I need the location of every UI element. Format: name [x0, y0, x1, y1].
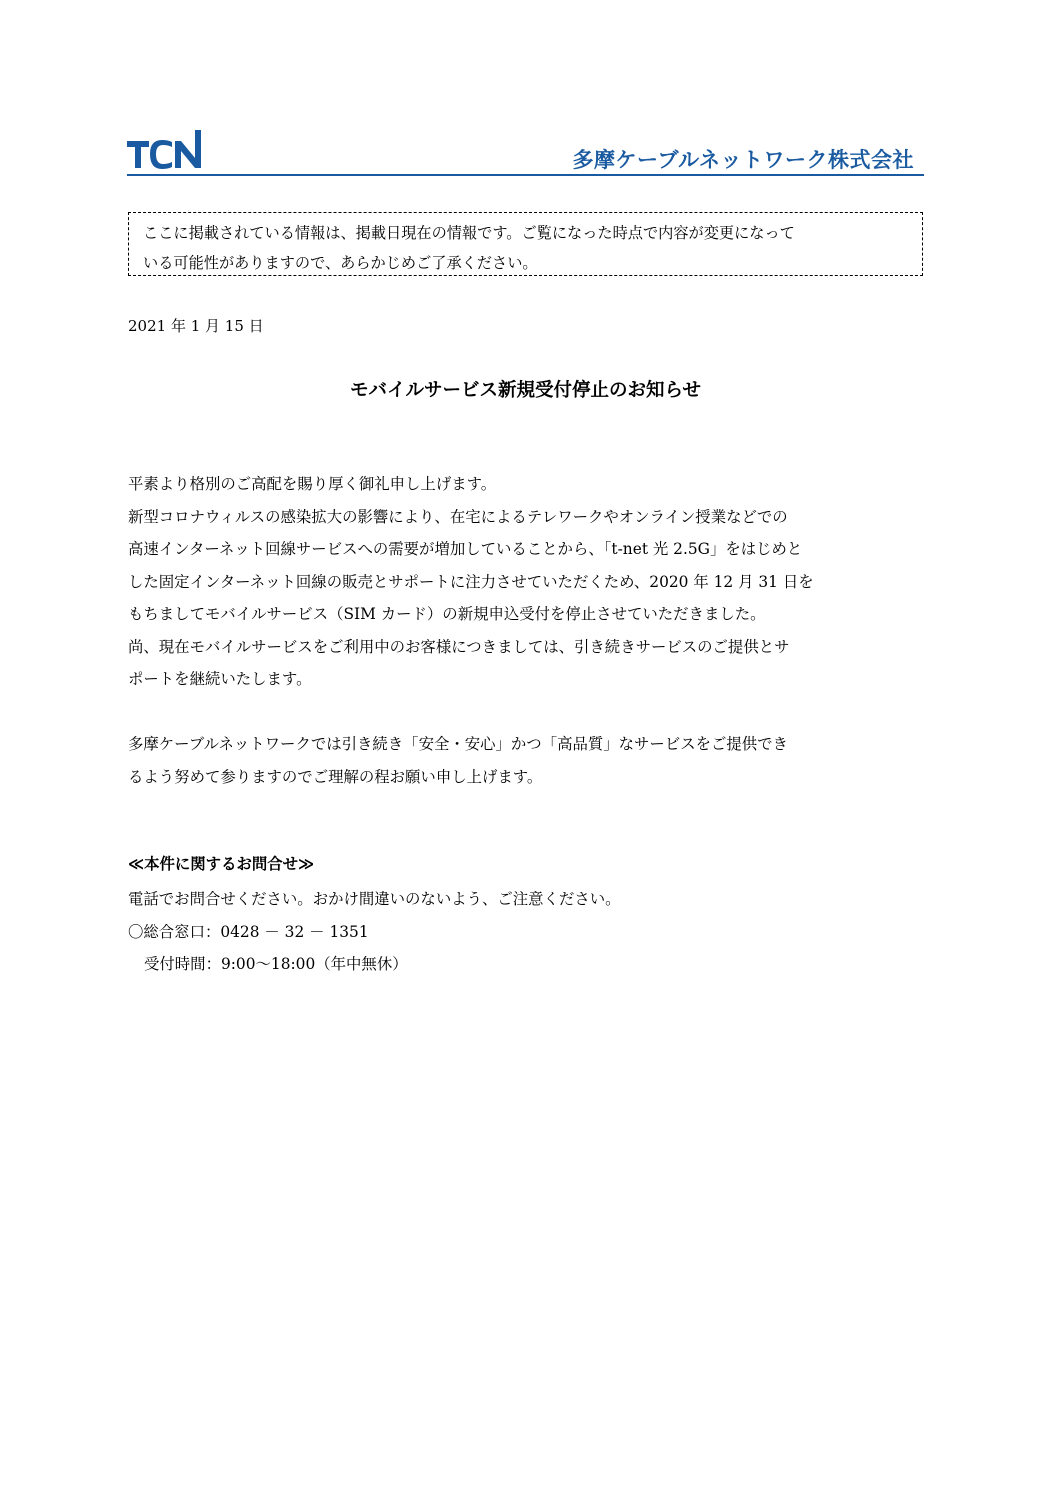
publish-date: 2021 年 1 月 15 日 — [128, 317, 264, 335]
body-line: 新型コロナウィルスの感染拡大の影響により、在宅によるテレワークやオンライン授業などでの — [128, 507, 788, 526]
disclaimer-line: ここに掲載されている情報は、掲載日現在の情報です。ご覧になった時点で内容が変更になって — [143, 224, 795, 242]
body-line: した固定インターネット回線の販売とサポートに注力させていただくため、2020 年 12 月 31 日を — [128, 572, 814, 591]
body-line: ポートを継続いたします。 — [128, 670, 312, 688]
contact-heading: ≪本件に関するお問合せ≫ — [128, 855, 315, 873]
page-title: モバイルサービス新規受付停止のお知らせ — [350, 380, 701, 401]
page-header — [127, 128, 924, 178]
body-line: 尚、現在モバイルサービスをご利用中のお客様につきましては、引き続きサービスのご提供とサ — [128, 637, 790, 656]
closing-paragraph — [128, 728, 928, 793]
contact-note: 電話でお問合せください。おかけ間違いのないよう、ご注意ください。 — [128, 890, 621, 908]
header-divider — [127, 174, 924, 176]
body-line: 平素より格別のご高配を賜り厚く御礼申し上げます。 — [128, 475, 497, 493]
contact-hours: 受付時間：9:00～18:00（年中無休） — [144, 955, 408, 973]
announcement-body — [128, 468, 928, 696]
tcn-logo — [127, 128, 205, 170]
body-line: もちましてモバイルサービス（SIM カード）の新規申込受付を停止させていただきました。 — [128, 605, 766, 623]
disclaimer-line: いる可能性がありますので、あらかじめご了承ください。 — [143, 254, 538, 272]
closing-line: るよう努めて参りますのでご理解の程お願い申し上げます。 — [128, 767, 543, 786]
closing-line: 多摩ケーブルネットワークでは引き続き「安全・安心」かつ「高品質」なサービスをご提供でき — [128, 735, 788, 753]
body-line: 高速インターネット回線サービスへの需要が増加していることから、「t-net 光 2.5G」をはじめと — [128, 540, 803, 558]
disclaimer-box — [128, 212, 923, 276]
company-name: 多摩ケーブルネットワーク株式会社 — [572, 148, 914, 172]
contact-phone: 〇総合窓口：0428 － 32 － 1351 — [128, 922, 369, 941]
contact-info — [128, 883, 621, 981]
